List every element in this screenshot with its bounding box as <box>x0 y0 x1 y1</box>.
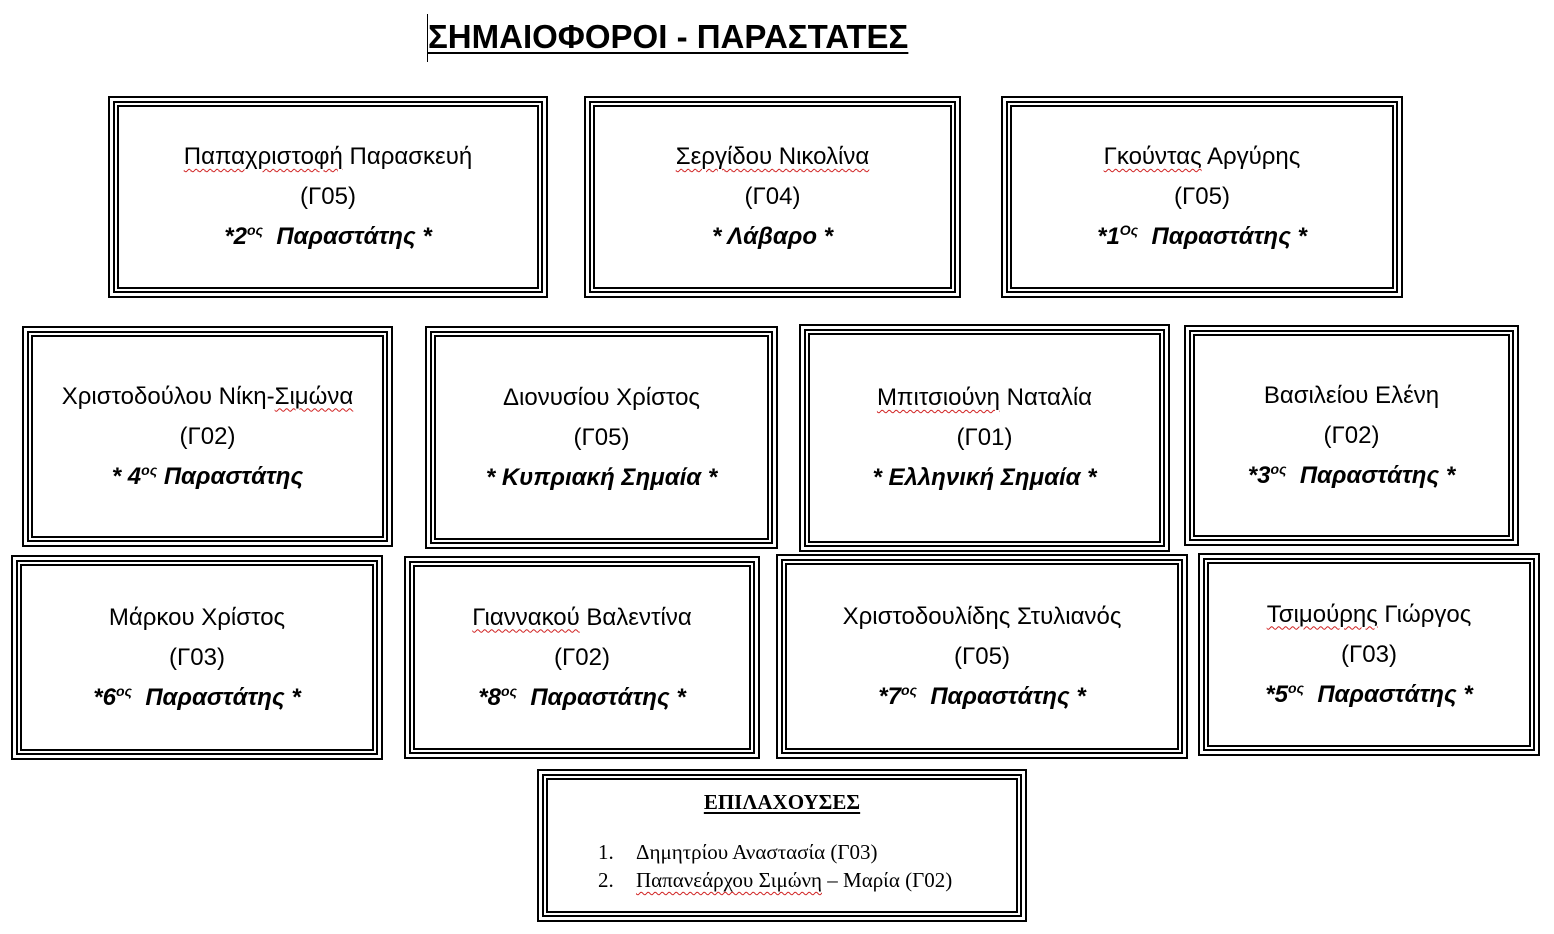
card-christodoulou <box>22 326 393 547</box>
card-name: Γιαννακού Βαλεντίνα <box>472 603 692 631</box>
alternates-title: ΕΠΙΛΑΧΟΥΣΕΣ <box>703 790 861 814</box>
list-number: 1. <box>598 840 614 864</box>
card-vasileiou <box>1184 325 1519 546</box>
page-title: ΣΗΜΑΙΟΦΟΡΟΙ - ΠΑΡΑΣΤΑΤΕΣ <box>428 18 909 55</box>
card-role: * Λάβαρο * <box>712 223 833 250</box>
card-class: (Γ05) <box>573 423 630 451</box>
card-giannakou <box>404 556 760 759</box>
card-name: Διονυσίου Χρίστος <box>503 383 700 411</box>
list-item <box>598 838 952 866</box>
card-name: Μάρκου Χρίστος <box>108 603 286 631</box>
card-dionysiou <box>425 326 778 549</box>
card-name: Βασιλείου Ελένη <box>1263 381 1440 409</box>
card-christodoulidis <box>776 554 1188 759</box>
card-name: Γκούντας Αργύρης <box>1103 143 1301 170</box>
card-class: (Γ02) <box>1323 421 1380 449</box>
card-class: (Γ05) <box>1174 183 1230 210</box>
card-name: Μπιτσιούνη Ναταλία <box>876 384 1093 411</box>
card-name: Τσιμούρης Γιώργος <box>1266 600 1472 628</box>
card-name: Χριστοδούλου Νίκη-Σιμώνα <box>61 382 354 410</box>
list-number: 2. <box>598 868 614 892</box>
card-mpitsiouni <box>799 324 1170 552</box>
card-role: * Κυπριακή Σημαία * <box>485 463 718 491</box>
card-class: (Γ05) <box>954 642 1010 670</box>
card-class: (Γ02) <box>554 643 610 671</box>
list-item <box>598 866 952 894</box>
list-text: Παπανεάρχου Σιμώνη – Μαρία (Γ02) <box>636 868 953 892</box>
card-class: (Γ02) <box>179 422 236 450</box>
card-role: $*1^{O\varsigma}$ Παραστάτης * <box>1097 222 1307 250</box>
card-tsimouris <box>1198 553 1540 756</box>
card-name: Σεργίδου Νικολίνα <box>675 143 870 170</box>
card-role: $*5^{o\varsigma}$ Παραστάτης * <box>1265 679 1473 708</box>
alternates-list <box>598 838 952 894</box>
card-role: $*7^{o\varsigma}$ Παραστάτης * <box>878 681 1086 710</box>
card-role: $*2^{o\varsigma}$ Παραστάτης * <box>224 222 432 250</box>
card-class: (Γ05) <box>300 183 356 210</box>
card-class: (Γ03) <box>169 643 225 671</box>
card-gkountas <box>1001 96 1403 298</box>
card-class: (Γ01) <box>956 424 1013 451</box>
card-name: Παπαχριστοφή Παρασκευή <box>183 143 473 170</box>
card-role: * Ελληνική Σημαία * <box>872 464 1097 491</box>
card-papachristofi <box>108 96 548 298</box>
alternates-box <box>537 769 1027 922</box>
card-class: (Γ04) <box>744 183 801 210</box>
card-role: $*3^{o\varsigma}$ Παραστάτης * <box>1247 460 1456 489</box>
list-text: Δημητρίου Αναστασία (Γ03) <box>636 840 878 864</box>
card-role: $*8^{o\varsigma}$ Παραστάτης * <box>478 682 686 711</box>
card-markou <box>11 555 383 760</box>
card-name: Χριστοδουλίδης Στυλιανός <box>842 602 1122 630</box>
card-role: $*6^{o\varsigma}$ Παραστάτης * <box>93 682 301 711</box>
card-class: (Γ03) <box>1341 640 1397 668</box>
card-sergidou <box>584 96 961 298</box>
card-role: * $4^{o\varsigma}$ Παραστάτης <box>111 461 304 490</box>
